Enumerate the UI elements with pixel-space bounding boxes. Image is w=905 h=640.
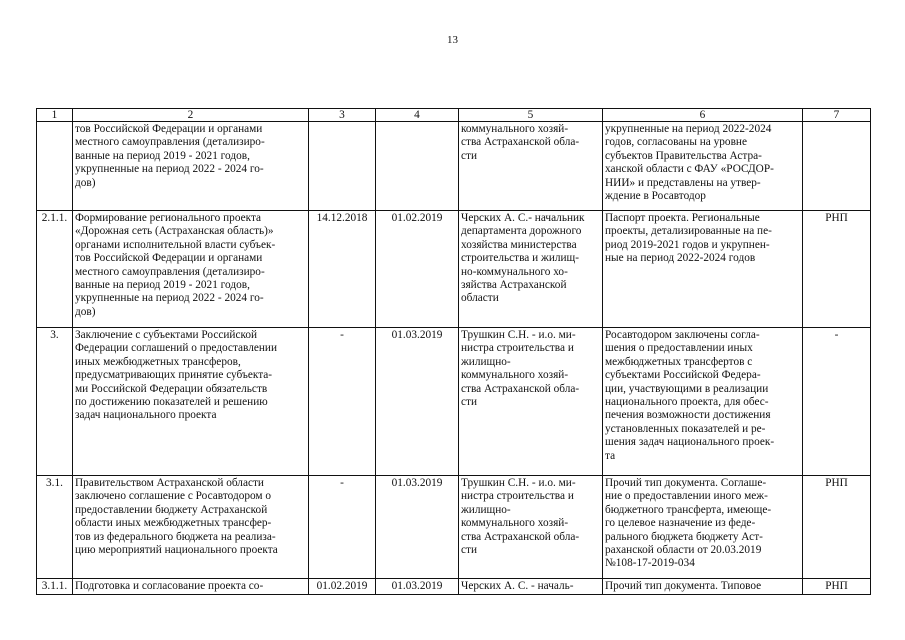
end-date: 01.02.2019 [376,211,459,328]
document-type: РНП [803,476,871,579]
responsible-person: Черских А. С. - началь- [459,579,603,595]
row-number: 3. [37,328,73,476]
result-description: Росавтодором заключены согла- шения о предоставлении иных межбюджетных трансфертов с субъектами Российской Федера- ции, участвующими в реализации национального проекта, для обес- печения возможности достижения установленных показателей и ре- шения задач национального проек- та [603,328,803,476]
row-number [37,122,73,211]
column-number-header: 7 [803,109,871,122]
column-number-header: 5 [459,109,603,122]
column-number-header: 2 [73,109,309,122]
activity-name: Подготовка и согласование проекта со- [73,579,309,595]
row-number: 2.1.1. [37,211,73,328]
table-row [37,211,871,328]
end-date: 01.03.2019 [376,476,459,579]
table-row [37,328,871,476]
responsible-person: Черских А. С.- начальник департамента дорожного хозяйства министерства строительства и жилищ- но-коммунального хо- зяйства Астраханской области [459,211,603,328]
responsible-person: коммунального хозяй- ства Астраханской обла- сти [459,122,603,211]
start-date: - [309,328,376,476]
responsible-person: Трушкин С.Н. - и.о. ми- нистра строительства и жилищно- коммунального хозяй- ства Астраханской обла- сти [459,328,603,476]
activity-name: Формирование регионального проекта «Дорожная сеть (Астраханская область)» органами исполнительной власти субъек- тов Российской Федерации и органами местного самоуправления (детализиро- ванные на период 2019 - 2021 годов, укрупненные на период 2022 - 2024 го- дов) [73,211,309,328]
row-number: 3.1. [37,476,73,579]
row-number: 3.1.1. [37,579,73,595]
start-date [309,122,376,211]
table-row [37,476,871,579]
column-number-header: 6 [603,109,803,122]
result-description: укрупненные на период 2022-2024 годов, согласованы на уровне субъектов Правительства Астра- ханской области с ФАУ «РОСДОР- НИИ» и представлены на утвер- ждение в Росавтодор [603,122,803,211]
result-description: Прочий тип документа. Типовое [603,579,803,595]
table-row [37,122,871,211]
column-number-header: 1 [37,109,73,122]
activity-name: тов Российской Федерации и органами местного самоуправления (детализиро- ванные на период 2019 - 2021 годов, укрупненные на период 2022 - 2024 го- дов) [73,122,309,211]
end-date: 01.03.2019 [376,579,459,595]
start-date: - [309,476,376,579]
column-number-header: 3 [309,109,376,122]
table-row [37,579,871,595]
activity-name: Заключение с субъектами Российской Федерации соглашений о предоставлении иных межбюджетных трансферов, предусматривающих принятие субъекта- ми Российской Федерации обязательств по достижению показателей и решению задач национального проекта [73,328,309,476]
document-type [803,122,871,211]
end-date: 01.03.2019 [376,328,459,476]
activity-name: Правительством Астраханской области заключено соглашение с Росавтодором о предоставлении бюджету Астраханской области иных межбюджетных трансфер- тов из федерального бюджета на реализа- цию мероприятий национального проекта [73,476,309,579]
plan-table [36,108,871,595]
result-description: Паспорт проекта. Региональные проекты, детализированные на пе- риод 2019-2021 годов и укрупнен- ные на период 2022-2024 годов [603,211,803,328]
document-type: РНП [803,211,871,328]
document-type: РНП [803,579,871,595]
page-number: 13 [447,34,458,46]
table-header-row [37,109,871,122]
document-type: - [803,328,871,476]
start-date: 01.02.2019 [309,579,376,595]
result-description: Прочий тип документа. Соглаше- ние о предоставлении иного меж- бюджетного трансферта, имеюще- го целевое назначение из феде- рального бюджета бюджету Аст- раханской области от 20.03.2019 №108-17-2019-034 [603,476,803,579]
start-date: 14.12.2018 [309,211,376,328]
column-number-header: 4 [376,109,459,122]
responsible-person: Трушкин С.Н. - и.о. ми- нистра строительства и жилищно- коммунального хозяй- ства Астраханской обла- сти [459,476,603,579]
end-date [376,122,459,211]
